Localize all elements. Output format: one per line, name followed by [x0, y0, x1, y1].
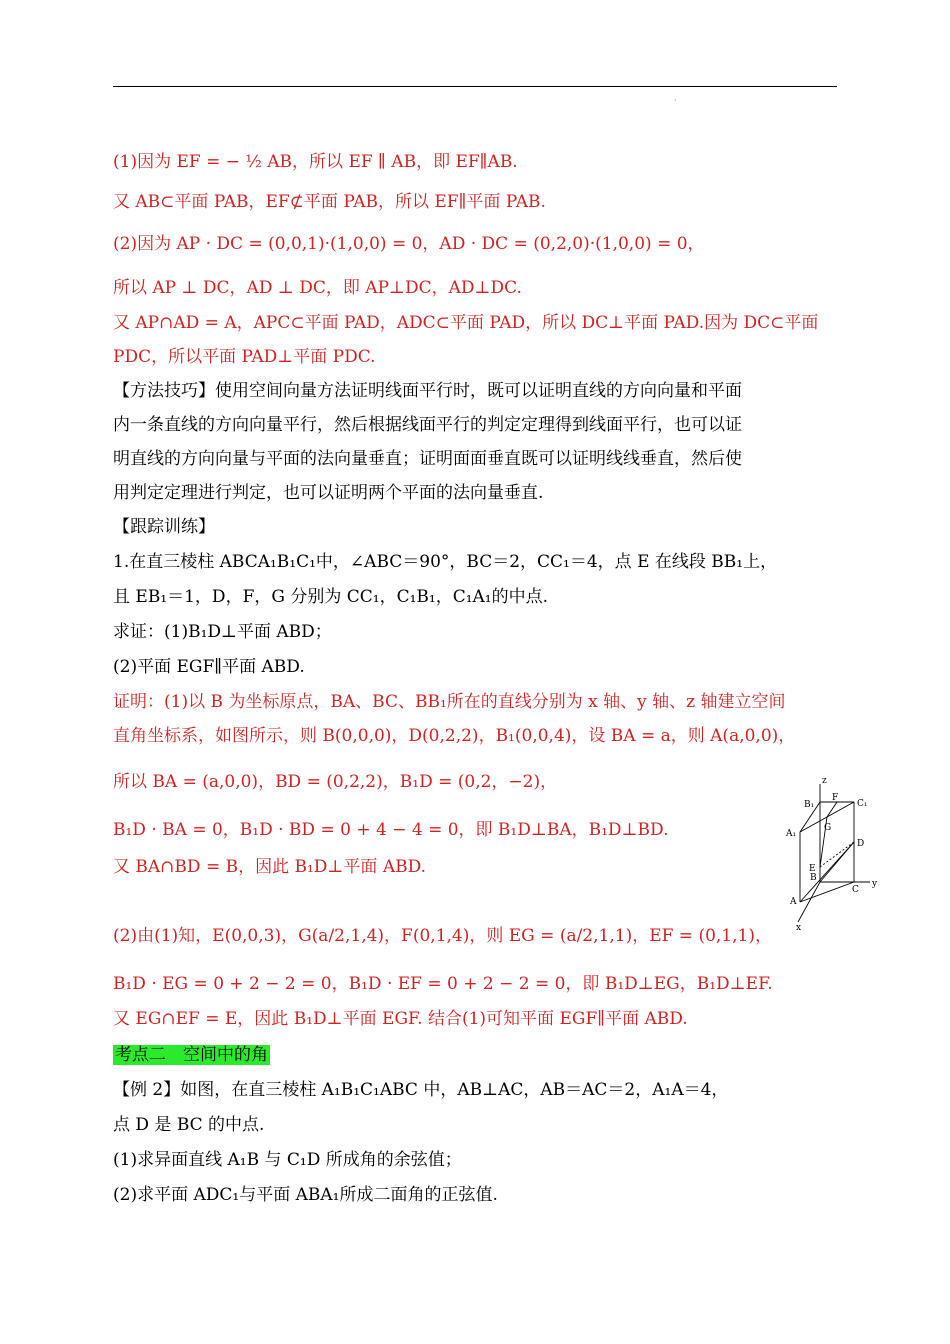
method-tip-line-4: 用判定定理进行判定，也可以证明两个平面的法向量垂直.	[113, 483, 544, 503]
solution-line-5: 又 AP∩AD = A，APC⊂平面 PAD，ADC⊂平面 PAD，所以 DC⊥平面 PAD.因为 DC⊂平面	[113, 313, 819, 333]
proof-line-6: (2)由(1)知，E(0,0,3)，G(a/2,1,4)，F(0,1,4)，则 EG = (a/2,1,1)，EF = (0,1,1)，	[113, 926, 772, 946]
solution-line-3: (2)因为 AP · DC = (0,0,1)·(1,0,0) = 0，AD · DC = (0,2,0)·(1,0,0) = 0，	[113, 234, 705, 254]
fig-label-x: x	[796, 923, 802, 933]
prism-figure	[782, 774, 892, 934]
fig-label-z: z	[822, 776, 827, 786]
method-tip-line-3: 明直线的方向向量与平面的法向量垂直；证明面面垂直既可以证明线线垂直，然后使	[113, 449, 742, 469]
proof-line-4: B₁D · BA = 0，B₁D · BD = 0 + 4 − 4 = 0，即 B₁D⊥BA，B₁D⊥BD.	[113, 820, 669, 840]
problem-1-line-2: 且 EB₁＝1，D，F，G 分别为 CC₁，C₁B₁，C₁A₁的中点.	[113, 587, 549, 607]
fig-label-y: y	[872, 879, 878, 889]
fig-label-b: B	[810, 873, 817, 883]
proof-line-1: 证明：(1)以 B 为坐标原点，BA、BC、BB₁所在的直线分别为 x 轴、y 轴、z 轴建立空间	[113, 692, 786, 712]
topic-heading-text: 考点二 空间中的角	[115, 1045, 268, 1065]
fig-label-d: D	[857, 839, 865, 849]
proof-line-5: 又 BA∩BD = B，因此 B₁D⊥平面 ABD.	[113, 857, 427, 877]
proof-line-3: 所以 BA = (a,0,0)，BD = (0,2,2)，B₁D = (0,2，−2)，	[113, 772, 558, 792]
solution-line-6: PDC，所以平面 PAD⊥平面 PDC.	[113, 347, 376, 367]
fig-label-e: E	[809, 864, 816, 874]
fig-label-a: A	[790, 897, 797, 907]
example-2-line-2: 点 D 是 BC 的中点.	[113, 1115, 265, 1135]
section-heading-tracking: 【跟踪训练】	[113, 517, 215, 537]
proof-line-8: 又 EG∩EF = E，因此 B₁D⊥平面 EGF. 结合(1)可知平面 EGF∥平面 ABD.	[113, 1009, 688, 1029]
fig-label-a1: A₁	[786, 829, 797, 839]
method-tip-line-1: 【方法技巧】使用空间向量方法证明线面平行时，既可以证明直线的方向向量和平面	[113, 381, 742, 401]
topic-heading	[113, 1043, 270, 1067]
solution-line-4: 所以 AP ⊥ DC，AD ⊥ DC，即 AP⊥DC，AD⊥DC.	[113, 278, 522, 298]
fig-label-c1: C₁	[857, 799, 868, 809]
method-tip-line-2: 内一条直线的方向向量平行，然后根据线面平行的判定定理得到线面平行，也可以证	[113, 415, 742, 435]
example-2-line-4: (2)求平面 ADC₁与平面 ABA₁所成二面角的正弦值.	[113, 1185, 498, 1205]
problem-1-line-4: (2)平面 EGF∥平面 ABD.	[113, 657, 305, 677]
solution-line-2: 又 AB⊂平面 PAB，EF⊄平面 PAB，所以 EF∥平面 PAB.	[113, 192, 546, 212]
fig-label-g: G	[824, 823, 832, 833]
problem-1-line-3: 求证：(1)B₁D⊥平面 ABD；	[113, 622, 332, 642]
fig-label-c: C	[852, 885, 859, 895]
example-2-line-3: (1)求异面直线 A₁B 与 C₁D 所成角的余弦值；	[113, 1150, 462, 1170]
fig-label-f: F	[832, 793, 839, 803]
solution-line-1: (1)因为 EF = − ½ AB，所以 EF ∥ AB，即 EF∥AB.	[113, 152, 518, 172]
proof-line-7: B₁D · EG = 0 + 2 − 2 = 0，B₁D · EF = 0 + 2 − 2 = 0，即 B₁D⊥EG，B₁D⊥EF.	[113, 974, 773, 994]
fig-label-b1: B₁	[804, 800, 815, 810]
header-rule	[113, 86, 837, 87]
proof-line-2: 直角坐标系，如图所示，则 B(0,0,0)，D(0,2,2)，B₁(0,0,4)，设 BA = a，则 A(a,0,0)，	[113, 726, 796, 746]
page-mark: ·	[674, 96, 677, 105]
problem-1-line-1: 1.在直三棱柱 ABCA₁B₁C₁中，∠ABC＝90°，BC＝2，CC₁＝4，点 E 在线段 BB₁上，	[113, 552, 778, 572]
example-2-line-1: 【例 2】如图，在直三棱柱 A₁B₁C₁ABC 中，AB⊥AC，AB＝AC＝2，A₁A＝4，	[113, 1080, 729, 1100]
